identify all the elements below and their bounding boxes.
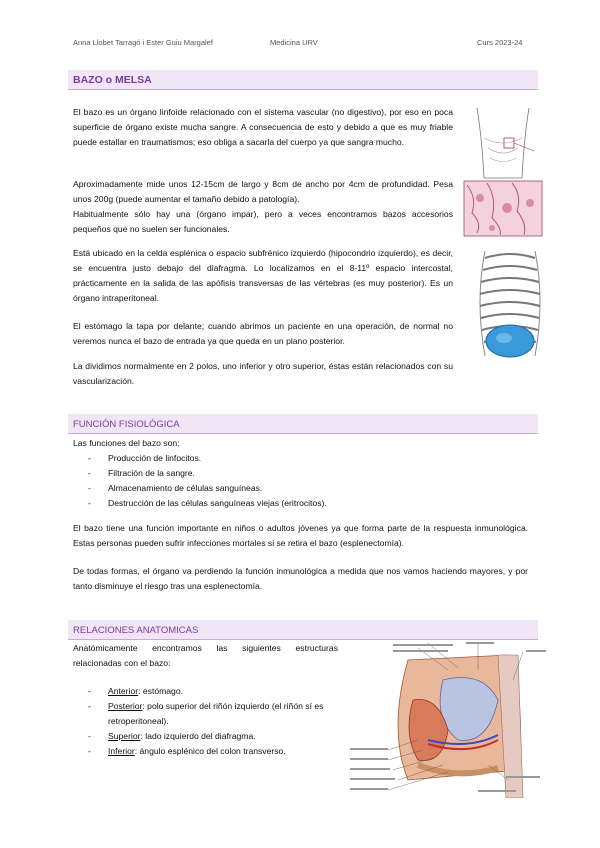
list-item [88,729,343,744]
list-item: - Destrucción de las células sanguíneas viejas (eritrocitos). [88,496,327,511]
relation-text: : ángulo esplénico del colon transverso. [134,746,286,756]
list-item: - Producción de linfocitos. [88,451,327,466]
section-heading-bazo [68,70,538,90]
relation-label: Anterior [108,686,139,696]
relation-text: : polo superior del riñón izquierdo (el riñón sí es retroperitoneal). [108,701,324,726]
bazo-paragraph-1: El bazo es un órgano linfoide relacionado con el sistema vascular (no digestivo), por eso en poca superficie de órgano existe mucha sangre. A consecuencia de esto y debido a que es muy friable puede estallar en traumatismos; eso obliga a sacarla del cuerpo ya que sangra mucho. [73,107,453,147]
relation-text: : estómago. [138,686,183,696]
relaciones-intro: Anatómicamente encontramos las siguientes estructuras relacionadas con el bazo: [73,643,338,668]
funcion-list [88,451,327,511]
bazo-paragraph-2a: Aproximadamente mide unos 12-15cm de largo y 8cm de ancho por 4cm de profundidad. Pesa unos 200g (puede aumentar el tamaño debido a patología). [73,179,453,204]
anatomical-relations-illustration [348,640,548,798]
relation-text: : lado izquierdo del diafragma. [140,731,256,741]
bazo-paragraph-3: Está ubicado en la celda esplénica o espacio subfrénico izquierdo (hipocondrio izquierdo), es decir, se encuentra justo debajo del diafragma. Lo localizamos en el 8-11º espacio intercostal, prácticamente en la salida de las apófisis transversas de las vértebras (es muy posterior). Es un órgano intraperitoneal. [73,248,453,303]
funcion-paragraph-2: De todas formas, el órgano va perdiendo la función inmunológica a medida que nos vamos haciendo mayores, y por tanto disminuye el riesgo tras una esplenectomía. [73,566,528,591]
torso-spleen-illustration [462,103,544,238]
relaciones-list [88,684,343,759]
section-title-relaciones: RELACIONES ANATOMICAS [73,625,199,636]
bazo-paragraph-5: La dividimos normalmente en 2 polos, uno inferior y otro superior, éstas están relacionados con su vascularización. [73,361,453,386]
list-item: - Almacenamiento de células sanguíneas. [88,481,327,496]
funcion-paragraph-1: El bazo tiene una función importante en niños o adultos jóvenes ya que forma parte de la respuesta inmunológica. Estas personas pueden sufrir infecciones mortales si se retira el bazo (esplenectomía). [73,523,528,548]
header-authors: Anna Llobet Tarragó i Ester Guiu Margalef [73,38,213,47]
section-title-bazo: BAZO o MELSA [73,74,152,86]
relation-label: Posterior [108,701,143,711]
bazo-paragraph-2b: Habitualmente sólo hay una (órgano impar), pero a veces encontramos bazos accesorios pequeños que no suelen ser funcionales. [73,209,453,234]
list-item [88,744,343,759]
list-item: - Filtración de la sangre. [88,466,327,481]
ribcage-spleen-illustration [470,246,550,364]
list-item [88,699,343,729]
relation-label: Inferior [108,746,135,756]
relation-label: Superior [108,731,141,741]
header-subject: Medicina URV [270,38,318,47]
header-course: Curs 2023-24 [477,38,523,47]
funcion-intro: Las funciones del bazo son: [73,438,180,448]
section-heading-relaciones [68,620,538,640]
bazo-paragraph-4: El estómago la tapa por delante; cuando abrimos un paciente en una operación, de normal no veremos nunca el bazo de entrada ya que queda en un plano posterior. [73,321,453,346]
section-title-funcion: FUNCIÓN FISIOLÓGICA [73,419,180,430]
list-item [88,684,343,699]
section-heading-funcion [68,414,538,434]
